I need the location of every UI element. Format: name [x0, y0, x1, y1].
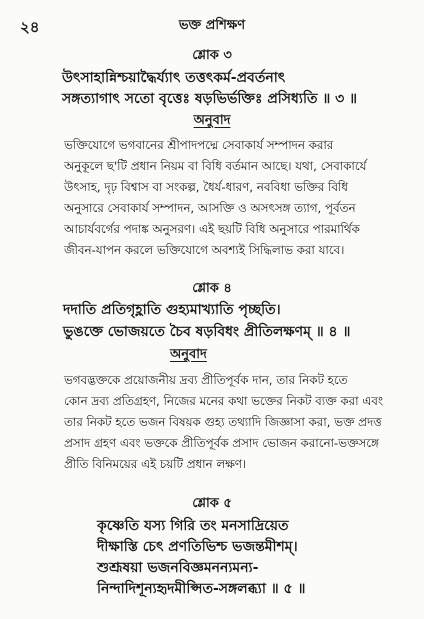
verse-4-line-2: ভুঙক্তে ভোজয়তে চৈব ষড়বিধং প্রীতিলক্ষণম্ ॥ ৪ ॥ [63, 324, 351, 340]
verse-3-translation-line-5: আচার্যবর্গের পদাঙ্ক অনুসরণ। এই ছয়টি বিধি অনুসারে পারমার্থিক [64, 222, 360, 236]
verse-4-translation-line-1: ভগবদ্ভক্তকে প্রয়োজনীয় দ্রব্য প্রীতিপূর্বক দান, তার নিকট হতে [64, 373, 348, 387]
verse-4-translation-line-2: কোন দ্রব্য প্রতিগ্রহণ, নিজের মনের কথা ভক্তের নিকট ব্যক্ত করা এবং [64, 394, 383, 408]
verse-3-translation-line-6: জীবন-যাপন করলে ভক্তিযোগে অবশ্যই সিদ্ধিলাভ করা যাবে। [64, 243, 345, 257]
verse-3-translation-heading: অনুবাদ [193, 113, 231, 128]
verse-4-line-1: দদাতি প্রতিগৃহ্ণাতি গুহ্যমাখ্যাতি পৃচ্ছতি। [63, 302, 281, 318]
running-header [0, 14, 424, 40]
verse-3-line-2: সঙ্গত্যাগাৎ সতো বৃত্তেঃ ষড়ভির্ভক্তিঃ প্রসিধ্যতি ॥ ৩ ॥ [62, 91, 358, 107]
verse-5-line-2: দীক্ষাস্তি চেৎ প্রণতিভিশ্চ ভজন্তমীশম্। [97, 539, 298, 555]
verse-5-line-3: শুশ্রূষয়া ভজনবিজ্ঞমনন্যমন্য- [97, 560, 259, 576]
verse-4-translation-line-4: প্রসাদ গ্রহণ এবং ভক্তকে প্রীতিপূর্বক প্রসাদ ভোজন করানো-ভক্তসঙ্গে [64, 436, 379, 450]
verse-3-line-1: উৎসাহান্নিশ্চয়াদ্ধৈর্য্যাৎ তত্তৎকর্ম-প্রবর্তনাৎ [62, 70, 286, 86]
verse-3-translation-line-2: অনুকূলে ছ'টি প্রধান নিয়ম বা বিধি বর্তমান আছে। যথা, সেবাকার্যে [64, 159, 367, 173]
verse-4-heading: শ্লোক ৪ [192, 281, 232, 296]
running-title: ভক্ত প্রশিক্ষণ [178, 18, 246, 33]
verse-5-line-4: নিন্দাদিশূন্যহৃদমীপ্সিত-সঙ্গলব্ধ্যা ॥ ৫ ॥ [97, 581, 306, 597]
verse-3-translation-line-1: ভক্তিযোগে ভগবানের শ্রীপাদপদ্মে সেবাকার্য সম্পাদন করার [64, 138, 334, 152]
verse-3-heading: শ্লোক ৩ [192, 48, 232, 63]
verse-3-translation-line-4: অনুসারে সেবাকার্য সম্পাদন, আসক্তি ও অসৎসঙ্গ ত্যাগ, পূর্বতন [64, 201, 356, 215]
verse-4-translation-line-5: প্রীতি বিনিময়ের এই চয়টি প্রধান লক্ষণ। [64, 457, 247, 471]
verse-3-translation-line-3: উৎসাহ, দৃঢ় বিশ্বাস বা সংকল্প, ধৈর্য-ধারণ, নববিধা ভক্তির বিধি [64, 180, 348, 194]
verse-5-line-1: কৃষ্ণেতি যস্য গিরি তং মনসাদ্রিয়েত [97, 518, 289, 534]
verse-4-translation-heading: অনুবাদ [170, 347, 207, 362]
page-number: ২৪ [20, 18, 40, 36]
verse-5-heading: শ্লোক ৫ [192, 496, 232, 511]
verse-4-translation-line-3: তার নিকট হতে ভজন বিষয়ক গুহ্য তথ্যাদি জিজ্ঞাসা করা, ভক্ত প্রদত্ত [64, 415, 382, 429]
